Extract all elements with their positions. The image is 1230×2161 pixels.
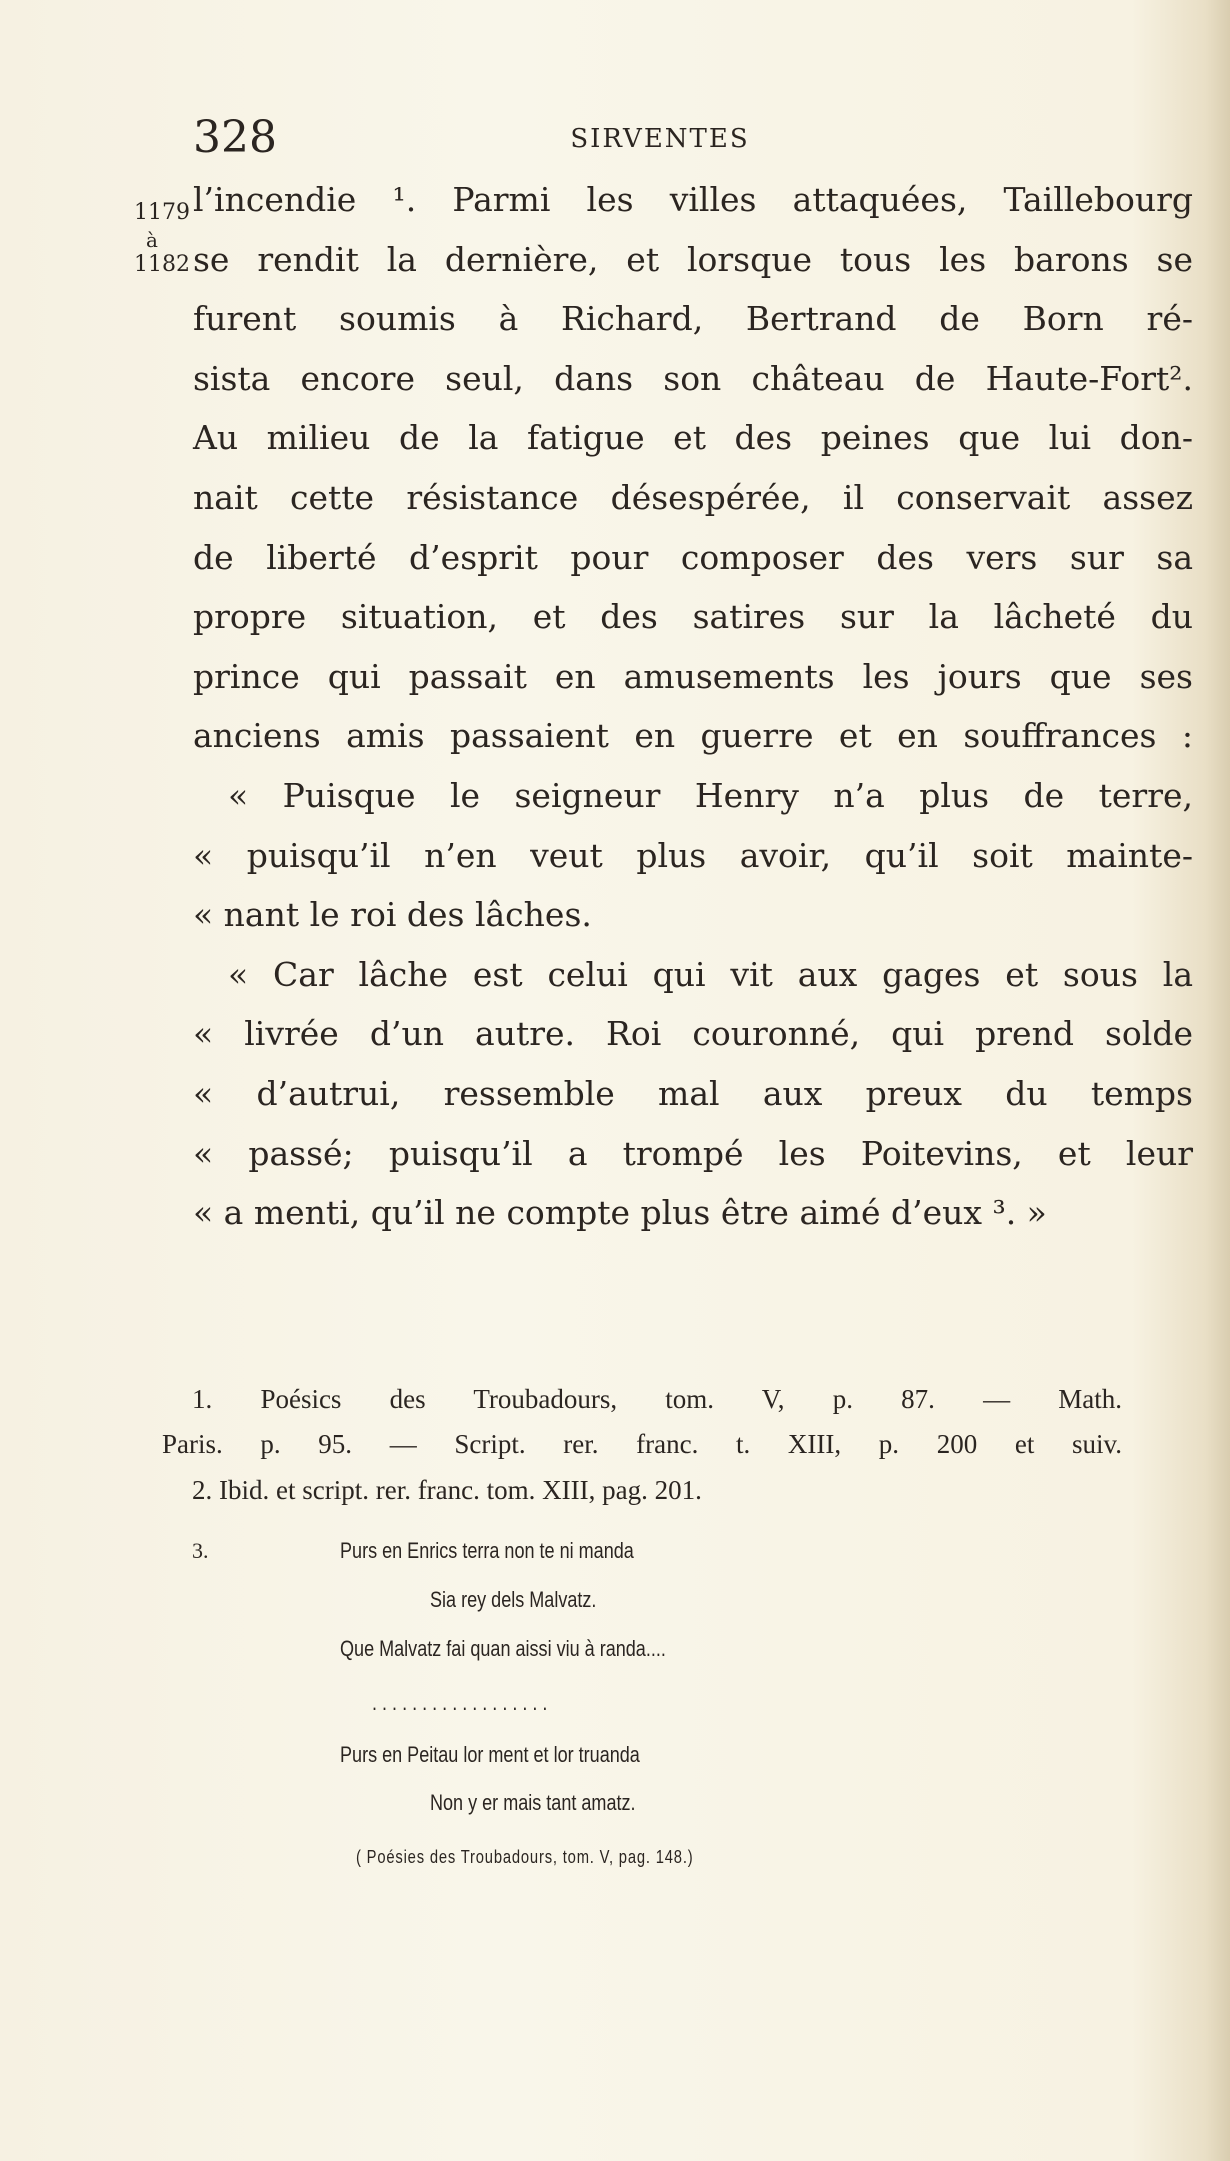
body-line: anciens amis passaient en guerre et en souffrances : — [193, 716, 1193, 756]
verse-line: Sia rey dels Malvatz. — [430, 1587, 597, 1612]
body-line: « nant le roi des lâches. — [193, 895, 592, 935]
body-line: propre situation, et des satires sur la lâcheté du — [193, 597, 1193, 637]
body-line: « a menti, qu’il ne compte plus être aimé d’eux ³. » — [193, 1193, 1047, 1233]
body-line: « livrée d’un autre. Roi couronné, qui prend solde — [193, 1014, 1193, 1054]
body-line: « Puisque le seigneur Henry n’a plus de terre, — [228, 776, 1193, 815]
body-line: « passé; puisqu’il a trompé les Poitevins, et leur — [193, 1133, 1193, 1173]
footnote-1b: Paris. p. 95. — Script. rer. franc. t. XIII, p. 200 et suiv. — [162, 1429, 1122, 1459]
verse-line: Non y er mais tant amatz. — [430, 1790, 636, 1815]
footnote-3-number: 3. — [192, 1538, 209, 1563]
body-line: se rendit la dernière, et lorsque tous les barons se — [193, 239, 1193, 279]
body-line: prince qui passait en amusements les jours que ses — [193, 656, 1193, 696]
footnote-1a: 1. Poésics des Troubadours, tom. V, p. 87. — Math. — [192, 1384, 1122, 1414]
verse-line: Purs en Peitau lor ment et lor truanda — [340, 1742, 640, 1767]
margin-date-sep: à — [146, 228, 158, 252]
body-line: « d’autrui, ressemble mal aux preux du temps — [193, 1074, 1193, 1113]
body-line: l’incendie ¹. Parmi les villes attaquées, Taillebourg — [193, 180, 1193, 219]
running-title: SIRVENTES — [570, 124, 750, 154]
body-line: nait cette résistance désespérée, il conservait assez — [193, 478, 1193, 517]
verse-ellipsis: . . . . . . . . . . . . . . . . . . — [372, 1690, 548, 1715]
footnote-source: ( Poésies des Troubadours, tom. V, pag. 148.) — [356, 1847, 694, 1867]
body-line: sista encore seul, dans son château de Haute-Fort². — [193, 358, 1193, 398]
body-line: furent soumis à Richard, Bertrand de Born ré- — [193, 299, 1193, 339]
body-line: Au milieu de la fatigue et des peines que lui don- — [193, 418, 1193, 458]
verse-line: Que Malvatz fai quan aissi viu à randa.... — [340, 1636, 666, 1661]
body-line: de liberté d’esprit pour composer des vers sur sa — [193, 537, 1193, 577]
body-line: « puisqu’il n’en veut plus avoir, qu’il soit mainte- — [193, 835, 1193, 875]
body-line: « Car lâche est celui qui vit aux gages et sous la — [228, 954, 1193, 994]
page-number: 328 — [193, 112, 277, 163]
footnote-2: 2. Ibid. et script. rer. franc. tom. XIII, pag. 201. — [192, 1475, 702, 1505]
margin-date-to: 1182 — [134, 252, 190, 277]
verse-line: Purs en Enrics terra non te ni manda — [340, 1538, 634, 1563]
margin-date-from: 1179 — [134, 200, 190, 225]
